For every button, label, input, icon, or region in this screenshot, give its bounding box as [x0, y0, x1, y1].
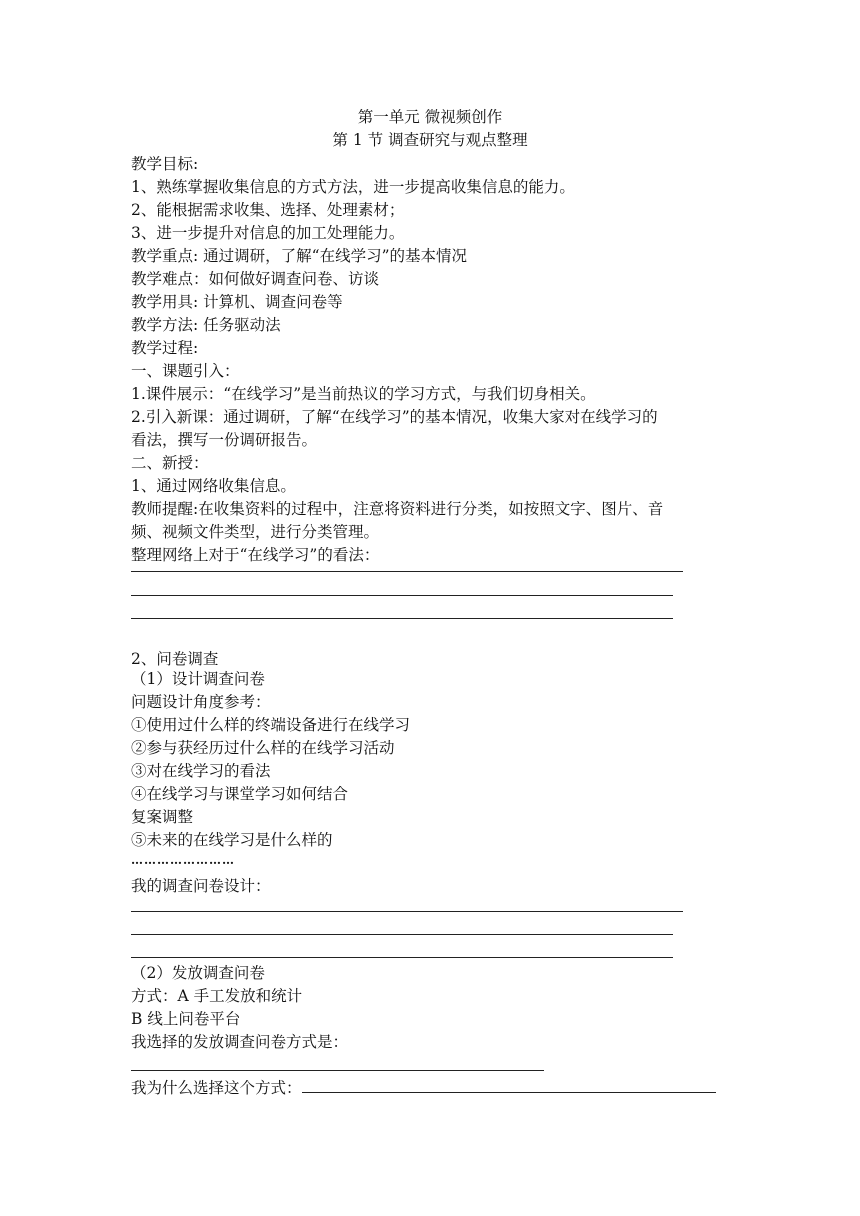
section-2-heading: 二、新授：: [131, 454, 209, 472]
design-questionnaire-heading: （1）设计调查问卷: [131, 670, 265, 688]
teacher-tip-2: 频、视频文件类型，进行分类管理。: [131, 523, 380, 541]
method-a: 方式：A 手工发放和统计: [131, 987, 303, 1005]
difficulties: 教学难点：如何做好调查问卷、访谈: [131, 270, 380, 288]
teaching-process-heading: 教学过程:: [131, 339, 199, 357]
goal-2: 2、能根据需求收集、选择、处理素材；: [131, 201, 405, 219]
distribute-questionnaire-heading: （2）发放调查问卷: [131, 964, 265, 982]
angle-3: ③对在线学习的看法: [131, 762, 271, 780]
intro-line-2: 2.引入新课：通过调研，了解“在线学习”的基本情况，收集大家对在线学习的: [131, 408, 658, 426]
section-title: 第 1 节 调查研究与观点整理: [332, 131, 528, 149]
angle-2: ②参与获经历过什么样的在线学习活动: [131, 739, 395, 757]
answer-line: [131, 618, 673, 619]
question-angles-heading: 问题设计角度参考：: [131, 693, 271, 711]
answer-line: [131, 957, 673, 958]
revision-note: 复案调整: [131, 808, 194, 826]
my-questionnaire-prompt: 我的调查问卷设计：: [131, 877, 271, 895]
teaching-tools: 教学用具: 计算机、调查问卷等: [131, 293, 343, 311]
unit-title: 第一单元 微视频创作: [357, 108, 503, 126]
answer-line: [131, 911, 683, 912]
teaching-goals-heading: 教学目标:: [131, 155, 199, 173]
step-2-heading: 2、问卷调查: [131, 650, 219, 668]
my-choice-prompt: 我选择的发放调查问卷方式是：: [131, 1033, 349, 1051]
intro-line-3: 看法，撰写一份调研报告。: [131, 431, 318, 449]
goal-3: 3、进一步提升对信息的加工处理能力。: [131, 224, 405, 242]
answer-line: [131, 1070, 544, 1071]
teacher-tip-1: 教师提醒:在收集资料的过程中，注意将资料进行分类，如按照文字、图片、音: [131, 500, 664, 518]
online-views-prompt: 整理网络上对于“在线学习”的看法：: [131, 546, 380, 564]
reason-prompt: 我为什么选择这个方式：: [131, 1079, 302, 1097]
teaching-method: 教学方法: 任务驱动法: [131, 316, 281, 334]
key-points: 教学重点: 通过调研，了解“在线学习”的基本情况: [131, 247, 467, 265]
answer-line: [131, 571, 683, 572]
method-b: B 线上问卷平台: [131, 1010, 241, 1028]
answer-line: [131, 595, 673, 596]
step-1-heading: 1、通过网络收集信息。: [131, 477, 296, 495]
reason-row: [131, 1077, 716, 1099]
intro-line-1: 1.课件展示：“在线学习”是当前热议的学习方式，与我们切身相关。: [131, 385, 596, 403]
section-1-heading: 一、课题引入：: [131, 362, 240, 380]
goal-1: 1、熟练掌握收集信息的方式方法，进一步提高收集信息的能力。: [131, 178, 575, 196]
angle-4: ④在线学习与课堂学习如何结合: [131, 785, 349, 803]
answer-line: [302, 1078, 716, 1093]
angle-5: ⑤未来的在线学习是什么样的: [131, 831, 333, 849]
angle-1: ①使用过什么样的终端设备进行在线学习: [131, 716, 411, 734]
ellipsis: ……………………: [131, 853, 235, 867]
answer-line: [131, 934, 673, 935]
